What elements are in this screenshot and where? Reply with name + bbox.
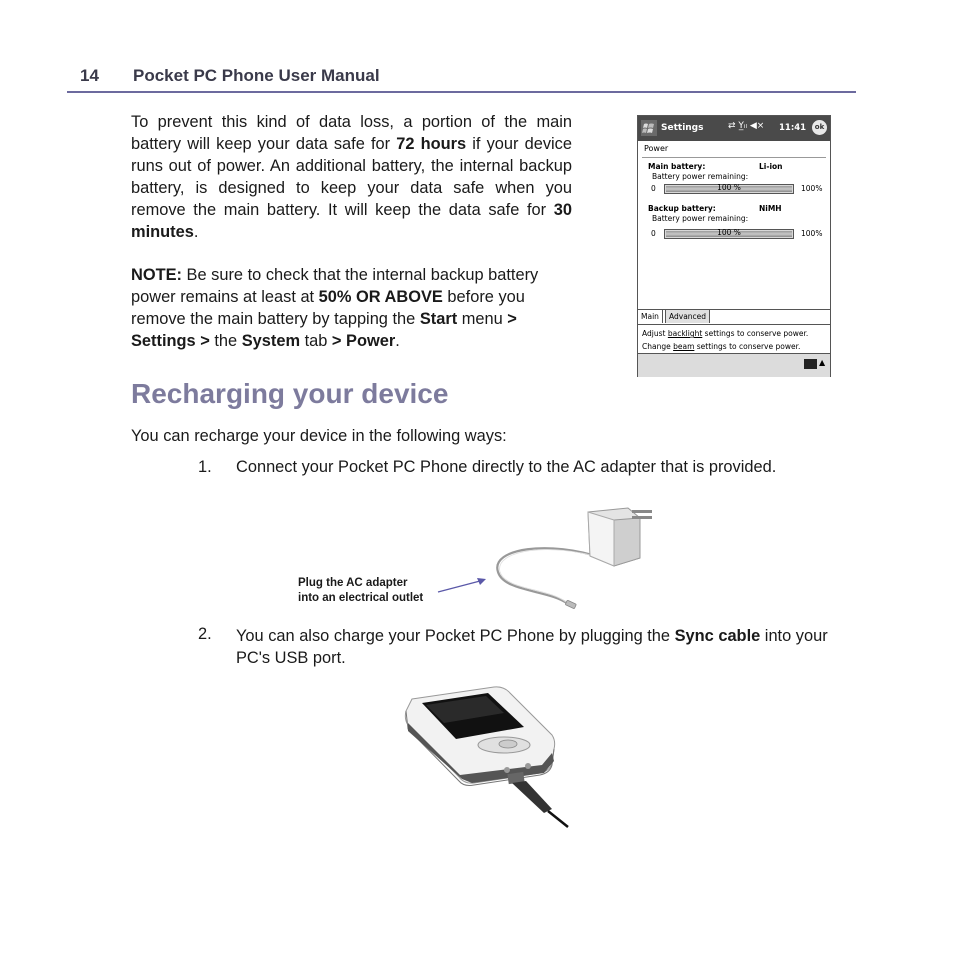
backup-max: 100% [801, 229, 823, 238]
header-rule [67, 91, 856, 93]
tabs-bottom-rule [638, 324, 830, 325]
app-title: Settings [661, 123, 704, 133]
status-icons: ⇄ Y̲ᵢₗ ◀× [728, 121, 765, 131]
backlight-hint: Adjust backlight settings to conserve power. [642, 329, 809, 338]
intro-text: You can recharge your device in the following ways: [131, 427, 507, 445]
list-number-2: 2. [198, 625, 212, 643]
beam-link: beam [673, 342, 695, 351]
up-arrow-icon: ▲ [819, 358, 826, 367]
keyboard-icon [804, 359, 817, 369]
backlight-link: backlight [667, 329, 703, 338]
beam-hint: Change beam settings to conserve power. [642, 342, 801, 351]
list-item-2: You can also charge your Pocket PC Phone by plugging the Sync cable into your PC's USB port. [236, 627, 828, 667]
main-remaining-label: Battery power remaining: [652, 172, 749, 181]
pocket-pc-with-sync-cable-illustration [404, 685, 574, 830]
adapter-caption: Plug the AC adapter into an electrical outlet [298, 577, 424, 604]
note-paragraph: NOTE: Be sure to check that the internal backup battery power remains at least at 50% OR ABOVE before you remove the main battery by tapping the Start menu > Settings > the System tab > Power. [131, 266, 539, 350]
main-battery-bar [664, 184, 794, 194]
ac-adapter-illustration [490, 500, 660, 620]
tab-advanced: Advanced [665, 310, 710, 323]
main-battery-pct: 100 % [717, 183, 741, 192]
power-settings-screenshot [637, 115, 831, 377]
page-number: 14 [80, 66, 99, 85]
caption-arrow [436, 576, 488, 596]
list-number-1: 1. [198, 458, 212, 476]
ok-button: ok [812, 120, 827, 135]
title-bar [638, 116, 830, 141]
main-battery-type: Li-ion [759, 162, 783, 171]
backup-min: 0 [651, 229, 656, 238]
clock: 11:41 [779, 123, 807, 133]
section-heading: Recharging your device [131, 378, 449, 409]
section-title: Power [644, 144, 669, 153]
list-item-1: Connect your Pocket PC Phone directly to the AC adapter that is provided. [236, 458, 777, 476]
main-min: 0 [651, 184, 656, 193]
backup-battery-type: NiMH [759, 204, 782, 213]
main-max: 100% [801, 184, 823, 193]
backup-remaining-label: Battery power remaining: [652, 214, 749, 223]
backup-battery-pct: 100 % [717, 228, 741, 237]
running-header-title: Pocket PC Phone User Manual [133, 66, 380, 85]
main-battery-label: Main battery: [648, 162, 706, 171]
section-rule [642, 157, 826, 158]
backup-battery-label: Backup battery: [648, 204, 716, 213]
backup-battery-bar [664, 229, 794, 239]
windows-start-icon [641, 120, 657, 136]
paragraph-data-loss: To prevent this kind of data loss, a portion of the main battery will keep your data safe for 72 hours if your device runs out of power. An additional battery, the internal backup battery, is designed to keep your data safe when you remove the main battery. It will keep the data safe for 30 minutes. [131, 113, 572, 241]
note-label: NOTE: [131, 266, 182, 284]
menu-bar [638, 353, 830, 377]
tab-main: Main [638, 310, 663, 323]
